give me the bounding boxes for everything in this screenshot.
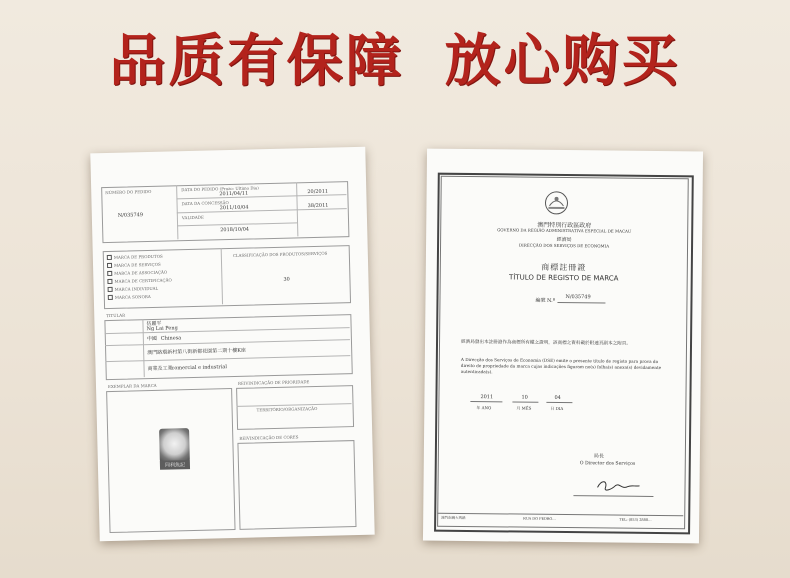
colors-box <box>237 440 356 530</box>
classification-header: CLASSIFICAÇÃO DOS PRODUTOS/SERVIÇOS <box>232 250 328 258</box>
priority-label: REIVINDICAÇÃO DE PRIORIDADE <box>237 379 310 386</box>
director-pt: O Director dos Serviços <box>579 461 636 467</box>
trademark-application-form <box>90 147 374 542</box>
activity: comercial e industrial <box>171 364 228 372</box>
issue-year: 2011 <box>480 394 494 401</box>
headline-left: 品质有保障 <box>109 29 405 94</box>
issue-month: 10 <box>521 394 528 401</box>
grant-date-value: 2011/10/04 <box>219 204 249 212</box>
department-pt: DIRECÇÃO DOS SERVIÇOS DE ECONOMIA <box>518 242 610 249</box>
validity-value: 2018/10/04 <box>220 226 250 234</box>
department-cn: 經濟局 <box>556 236 572 244</box>
bulletin-number-1: 20/2011 <box>307 188 329 196</box>
registration-label: 編號 N.º <box>535 297 556 304</box>
promo-headline <box>0 22 790 102</box>
request-date-value: 2011/04/11 <box>219 190 249 198</box>
class-option: MARCA SONORA <box>114 293 151 300</box>
request-number-label: NÚMERO DO PEDIDO <box>105 188 152 196</box>
certificate-title-cn: 商標註冊證 <box>541 262 587 273</box>
issue-day: 04 <box>554 394 561 401</box>
government-cn: 澳門特別行政區政府 <box>537 221 592 230</box>
class-option: MARCA DE ASSOCIAÇÃO <box>114 269 168 276</box>
trademark-seal-image <box>159 428 190 463</box>
checkbox-certificacao <box>107 279 112 284</box>
bulletin-number-2: 38/2011 <box>307 202 329 210</box>
headline-right: 放心购买 <box>444 29 681 94</box>
class-option: MARCA INDIVIDUAL <box>114 285 159 292</box>
body-text-cn: 經濟局發出本註冊證作為商標所有權之證明，該商標之資料載於附連頁副本之附頁。 <box>461 339 632 347</box>
colors-label: REIVINDICAÇÃO DE CORES <box>239 434 299 441</box>
classification-value: 30 <box>283 276 290 283</box>
month-label: 月 MÊS <box>516 405 532 411</box>
validity-label: VALIDADE <box>181 214 204 221</box>
registration-number: N/035749 <box>565 294 591 301</box>
grant-date-label: DATA DA CONCESSÃO <box>181 200 229 207</box>
priority-row-label: TERRITÓRIO/ORGANIZAÇÃO <box>256 405 318 413</box>
checkbox-sonora <box>108 295 113 300</box>
nationality: Chinesa <box>160 335 182 342</box>
seal-text: 同利魚記 <box>164 462 186 469</box>
footer-right: TEL: (853) 2888… <box>619 517 652 522</box>
class-option: MARCA DE CERTIFICAÇÃO <box>114 277 172 284</box>
exemplar-label: EXEMPLAR DA MARCA <box>107 382 157 390</box>
day-label: 日 DIA <box>550 405 564 412</box>
trademark-registration-certificate <box>423 149 703 544</box>
government-pt: GOVERNO DA REGIÃO ADMINISTRATIVA ESPECIAL DE MACAU <box>497 227 632 234</box>
checkbox-servicos <box>107 263 112 268</box>
class-option: MARCA DE PRODUTOS <box>113 253 163 260</box>
director-signature <box>593 477 643 494</box>
checkbox-individual <box>108 287 113 292</box>
activity-cn: 商業及工業 <box>147 365 173 373</box>
request-date-label: DATA DO PEDIDO (Prazo: Ultimo Dia) <box>181 185 259 193</box>
year-label: 年 ANO <box>476 405 492 411</box>
certificate-title-pt: TÍTULO DE REGISTO DE MARCA <box>508 273 619 283</box>
body-text-pt: A Direcção dos Serviços de Economia (DSE) emite o presente título de registo para prova do direito de propriedade da marca cujas indicações figuram no(s) folha(s) anexa(s) devidamente autenticada(s). <box>460 356 662 375</box>
titular-name-cn: 伍麗平 <box>146 320 162 328</box>
director-cn: 局長 <box>593 453 604 460</box>
footer-left: 澳門南灣大馬路 <box>441 515 466 520</box>
checkbox-associacao <box>107 271 112 276</box>
request-number-value: N/035749 <box>117 212 144 219</box>
titular-name: Ng Lai Peng <box>146 325 178 333</box>
class-option: MARCA DE SERVIÇOS <box>113 261 161 268</box>
checkbox-produtos <box>107 255 112 260</box>
footer-middle: RUA DO PEDRO… <box>523 516 556 521</box>
titular-label: TITULAR <box>106 312 126 319</box>
nationality-cn: 中國 <box>146 335 157 343</box>
macau-emblem-icon <box>541 190 571 216</box>
address-cn: 澳門路環新村第八街新都花園第二期十樓K座 <box>147 347 246 357</box>
